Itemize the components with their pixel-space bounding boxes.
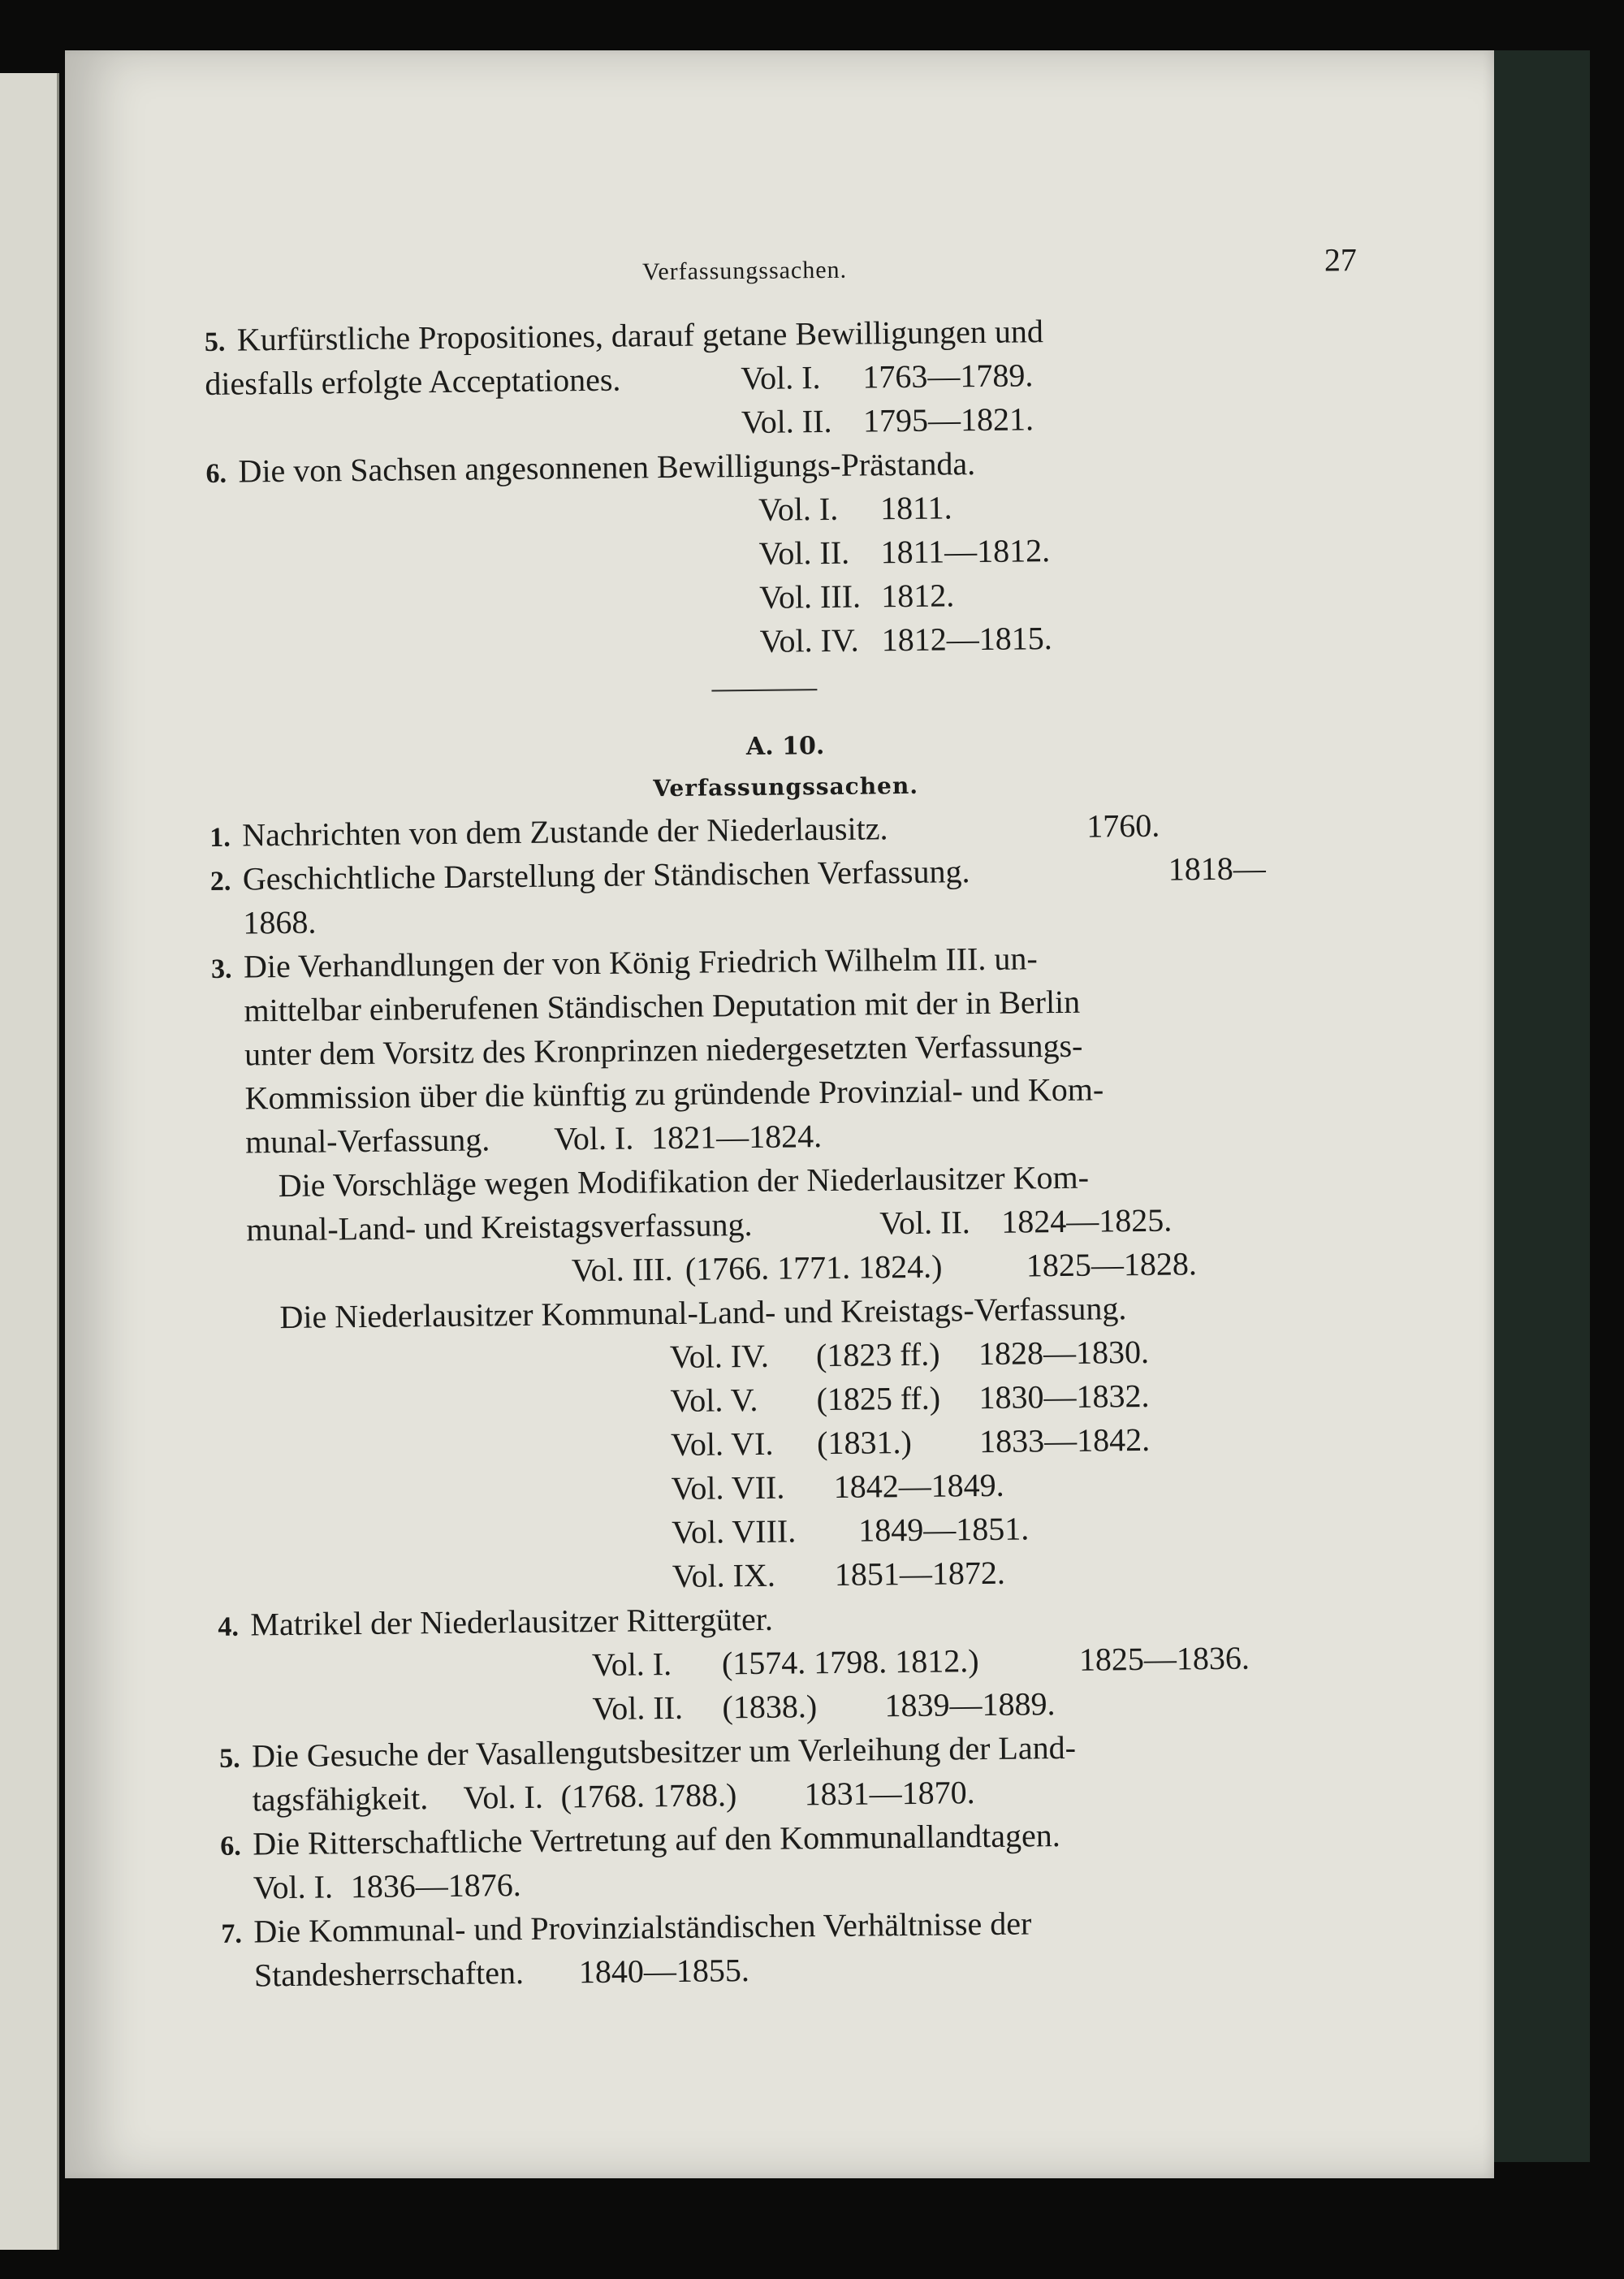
volume-label: Vol. I. — [463, 1778, 544, 1816]
entry-number: 5. — [204, 326, 226, 357]
volume-date: 1825—1828. — [1026, 1245, 1198, 1284]
page-content — [203, 184, 1358, 1994]
volume-label: Vol. VII. — [671, 1468, 785, 1507]
book-page — [65, 50, 1494, 2178]
volume-date: 1830—1832. — [978, 1377, 1150, 1416]
entry-text: Kurfürstliche Propositiones, darauf getane Bewilligungen und — [236, 313, 1044, 358]
running-title: Verfassungssachen. — [641, 256, 848, 286]
volume-date: 1821—1824. — [650, 1118, 823, 1157]
volume-extra: (1838.) — [722, 1688, 818, 1726]
volume-date: 1831—1870. — [804, 1774, 975, 1813]
volume-label: Vol. IV. — [759, 621, 859, 659]
entry-text: tagsfähigkeit. — [252, 1780, 429, 1818]
volume-date: 1763—1789. — [862, 357, 1034, 396]
volume-extra: (1825 ff.) — [816, 1379, 941, 1418]
volume-label: Vol. I. — [553, 1119, 634, 1157]
entry-number: 6. — [205, 458, 227, 489]
volume-date: 1811—1812. — [880, 532, 1051, 571]
volume-label: Vol. VI. — [670, 1425, 774, 1464]
volume-label: Vol. IX. — [672, 1556, 776, 1595]
volume-date: 1842—1849. — [833, 1466, 1004, 1505]
volume-extra: (1574. 1798. 1812.) — [721, 1642, 979, 1682]
volume-date: 1828—1830. — [978, 1333, 1150, 1373]
volume-label: Vol. II. — [741, 402, 832, 441]
entry-number: 4. — [218, 1611, 240, 1642]
entry-text: Die Verhandlungen der von König Friedrich Wilhelm III. un- — [243, 940, 1038, 985]
entry-text: diesfalls erfolgte Acceptationes. — [205, 361, 621, 402]
entry-text: Geschichtliche Darstellung der Ständischen Verfassung. — [242, 853, 970, 897]
volume-date: 1836—1876. — [350, 1866, 522, 1905]
section-id: A. 10. — [745, 732, 825, 762]
volume-extra: (1766. 1771. 1824.) — [685, 1248, 943, 1287]
volume-label: Vol. I. — [758, 490, 839, 528]
section-divider — [711, 689, 817, 691]
volume-date: 1849—1851. — [858, 1510, 1030, 1549]
section-title: Verfassungssachen. — [653, 772, 919, 802]
volume-label: Vol. IV. — [669, 1337, 770, 1376]
entries — [205, 306, 1376, 1998]
volume-date: 1812—1815. — [881, 620, 1052, 659]
volume-date: 1795—1821. — [862, 400, 1034, 439]
entry-number: 3. — [210, 954, 232, 984]
volume-date: 1812. — [880, 577, 955, 615]
entry-text: 1868. — [243, 903, 317, 941]
entry-number: 7. — [221, 1918, 243, 1949]
entry-number: 5. — [218, 1743, 240, 1774]
entry-text: Matrikel der Niederlausitzer Rittergüter. — [250, 1600, 774, 1643]
entry-text: Nachrichten von dem Zustande der Niederlausitz. — [241, 810, 888, 854]
volume-date: 1840—1855. — [578, 1952, 750, 1991]
volume-date: 1851—1872. — [834, 1554, 1006, 1593]
volume-label: Vol. I. — [591, 1645, 672, 1684]
volume-label: Vol. II. — [758, 534, 850, 572]
volume-label: Vol. I. — [741, 359, 821, 397]
left-page-edge — [0, 73, 59, 2250]
entry-text: munal-Verfassung. — [244, 1121, 490, 1161]
volume-date: 1839—1889. — [884, 1685, 1056, 1724]
volume-label: Vol. I. — [253, 1868, 334, 1906]
volume-label: Vol. III. — [758, 577, 862, 616]
volume-extra: (1831.) — [816, 1423, 912, 1462]
volume-date: 1825—1836. — [1078, 1639, 1250, 1678]
entry-text: Die Gesuche der Vasallengutsbesitzer um Verleihung der Land- — [251, 1728, 1077, 1775]
entry-date: 1760. — [1086, 807, 1160, 845]
entry-text: Kommission über die künftig zu gründende Provinzial- und Kom- — [244, 1070, 1104, 1117]
entry-text: Die von Sachsen angesonnenen Bewilligungs-Prästanda. — [238, 445, 976, 490]
volume-label: Vol. III. — [571, 1251, 673, 1289]
book-cover-edge — [1488, 50, 1590, 2162]
volume-label: Vol. II. — [879, 1204, 970, 1242]
volume-date: 1824—1825. — [1001, 1201, 1173, 1240]
volume-label: Vol. V. — [670, 1381, 758, 1420]
entry-text: Die Ritterschaftliche Vertretung auf den Kommunallandtagen. — [253, 1817, 1060, 1862]
running-head — [204, 238, 1358, 299]
entry-number: 6. — [220, 1831, 241, 1862]
volume-date: 1811. — [879, 489, 952, 527]
volume-extra: (1768. 1788.) — [560, 1776, 737, 1815]
entry-text: Die Kommunal- und Provinzialständischen Verhältnisse der — [253, 1905, 1032, 1950]
entry-number: 1. — [209, 822, 231, 853]
volume-label: Vol. VIII. — [672, 1512, 797, 1551]
page-number: 27 — [1324, 241, 1358, 279]
entry-text: mittelbar einberufenen Ständischen Deputation mit der in Berlin — [244, 983, 1081, 1029]
entry-text: munal-Land- und Kreistagsverfassung. — [246, 1205, 753, 1248]
entry-text: unter dem Vorsitz des Kronprinzen niedergesetzten Verfassungs- — [244, 1027, 1083, 1073]
entry-text: Die Niederlausitzer Kommunal-Land- und Kreistags-Verfassung. — [279, 1290, 1127, 1336]
volume-extra: (1823 ff.) — [815, 1335, 940, 1374]
entry-date: 1818— — [1168, 850, 1266, 888]
entry-text: Die Vorschläge wegen Modifikation der Niederlausitzer Kom- — [278, 1158, 1090, 1204]
volume-label: Vol. II. — [592, 1689, 684, 1728]
volume-date: 1833—1842. — [978, 1421, 1151, 1460]
entry-text: Standesherrschaften. — [253, 1953, 525, 1994]
entry-number: 2. — [209, 866, 231, 897]
